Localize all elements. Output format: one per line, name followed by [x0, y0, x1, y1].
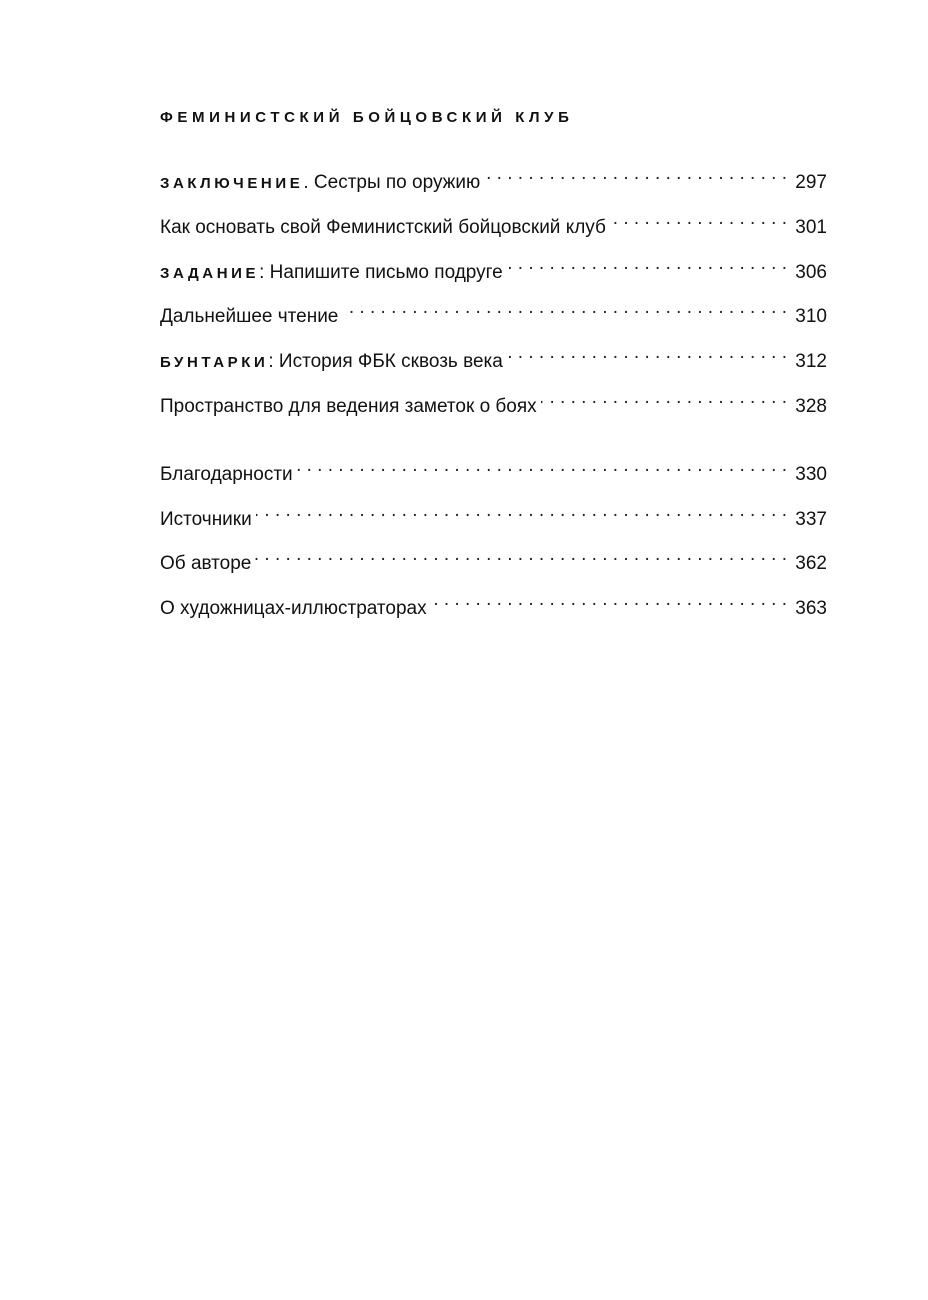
toc-entry[interactable] — [160, 294, 827, 339]
entry-title — [160, 461, 293, 489]
entry-page-number: 297 — [795, 172, 827, 193]
running-head: ФЕМИНИСТСКИЙ БОЙЦОВСКИЙ КЛУБ — [160, 109, 574, 126]
entry-page-number: 363 — [795, 598, 827, 620]
entry-title — [160, 348, 503, 377]
dot-leader — [507, 250, 787, 278]
dot-leader — [255, 541, 787, 569]
dot-leader — [342, 294, 787, 322]
entry-title-text: Об авторе — [160, 553, 252, 575]
entry-title-text: Дальнейшее чтение — [160, 306, 339, 328]
dot-leader — [431, 586, 787, 614]
toc-entry[interactable] — [160, 497, 827, 542]
entry-page-number: 301 — [795, 216, 827, 238]
entry-title — [160, 550, 251, 578]
entry-title-text: Как основать свой Феминистский бойцовский клуб — [160, 216, 606, 238]
entry-page-number: 310 — [795, 306, 827, 328]
entry-page-number: 362 — [795, 553, 827, 575]
entry-title-text: Пространство для ведения заметок о боях — [160, 395, 537, 417]
entry-title — [160, 393, 537, 421]
entry-title-text: Напишите письмо подруге — [264, 261, 503, 283]
entry-title-text: Благодарности — [160, 463, 293, 485]
entry-page-number: 328 — [795, 395, 827, 417]
entry-page-number: 306 — [795, 261, 827, 283]
entry-page-number: 337 — [795, 508, 827, 530]
entry-separator: : — [259, 261, 265, 283]
toc-entry[interactable] — [160, 250, 827, 295]
toc-entry[interactable] — [160, 384, 827, 429]
entry-title — [160, 595, 427, 623]
toc-entry[interactable] — [160, 160, 827, 205]
entry-title — [160, 303, 338, 331]
dot-leader — [484, 160, 787, 188]
table-of-contents — [160, 160, 827, 631]
entry-title-text: История ФБК сквозь века — [273, 351, 503, 373]
toc-entry[interactable] — [160, 541, 827, 586]
entry-title — [160, 169, 480, 198]
toc-entry[interactable] — [160, 586, 827, 631]
entry-title-text: О художницах-иллюстраторах — [160, 598, 427, 620]
entry-prefix: ЗАКЛЮЧЕНИЕ — [160, 175, 304, 192]
dot-leader — [610, 205, 787, 233]
dot-leader — [256, 497, 787, 525]
entry-separator: . — [303, 172, 309, 193]
dot-leader — [541, 384, 787, 412]
entry-page-number: 312 — [795, 351, 827, 373]
entry-title — [160, 259, 503, 288]
entry-separator: : — [268, 351, 274, 373]
entry-title-text: Сестры по оружию — [308, 172, 481, 193]
entry-page-number: 330 — [795, 463, 827, 485]
entry-prefix: ЗАДАНИЕ — [160, 264, 260, 282]
toc-entry[interactable] — [160, 205, 827, 250]
entry-title — [160, 214, 606, 242]
dot-leader — [507, 339, 787, 367]
entry-title — [160, 506, 252, 534]
entry-prefix: БУНТАРКИ — [160, 354, 269, 372]
toc-entry[interactable] — [160, 452, 827, 497]
entry-title-text: Источники — [160, 508, 252, 530]
toc-entry[interactable] — [160, 339, 827, 384]
dot-leader — [297, 452, 787, 480]
